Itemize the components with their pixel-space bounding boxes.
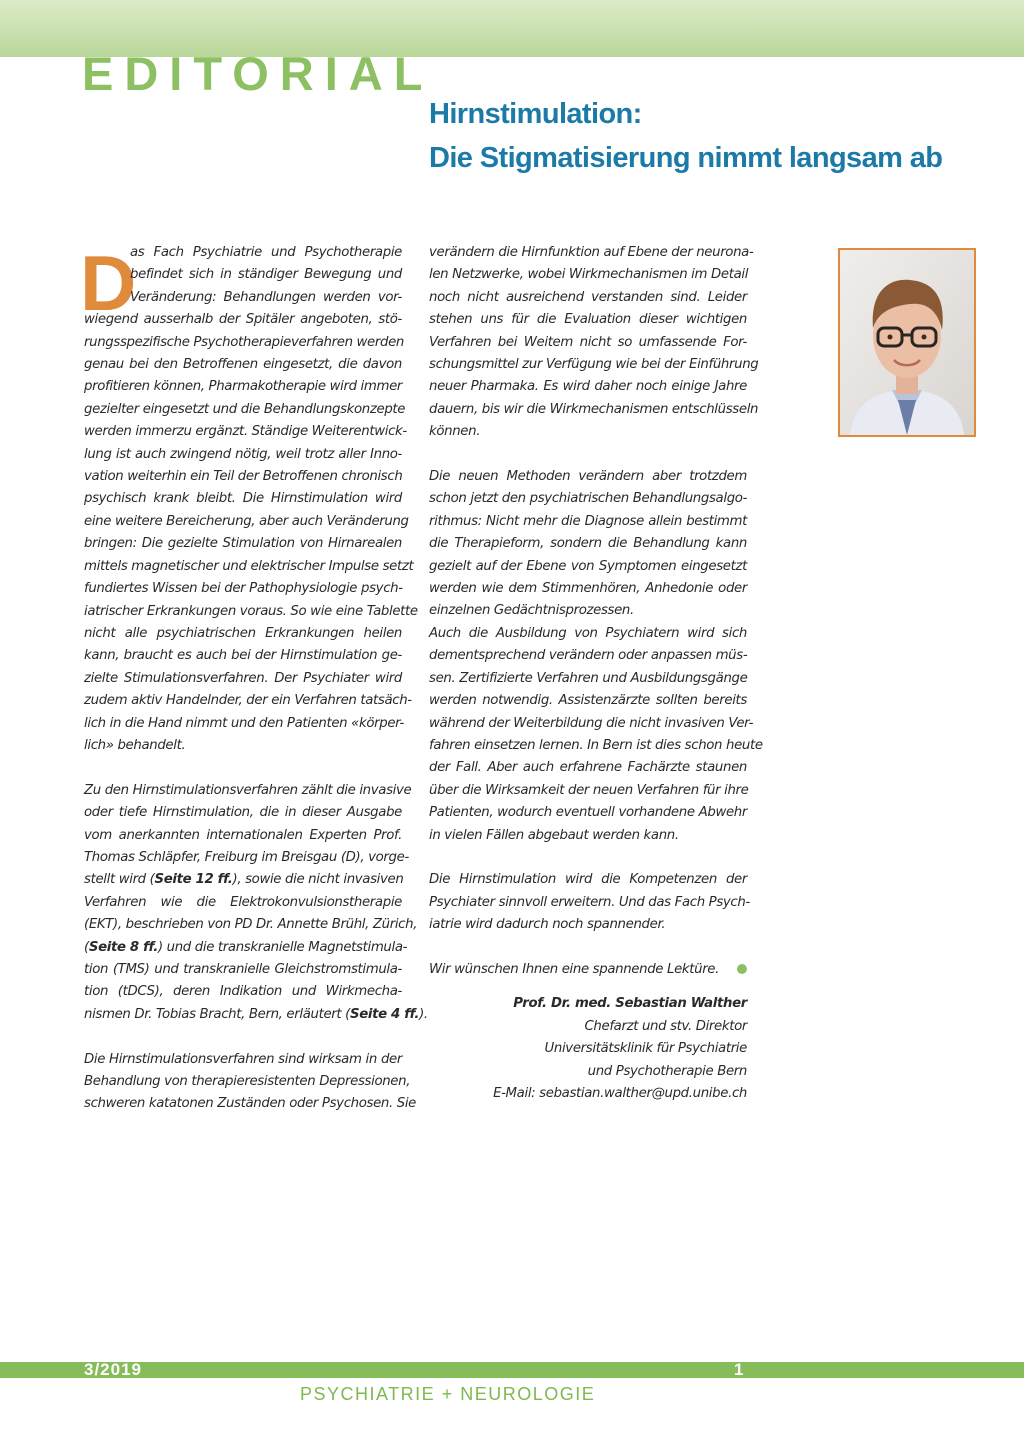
author-name: Prof. Dr. med. Sebastian Walther: [513, 996, 747, 1012]
text-line: vom anerkannten internationalen Experten Prof.: [84, 827, 402, 843]
text-span: stellt wird (: [84, 872, 155, 888]
text-line: [84, 1004, 428, 1026]
text-line: lich in die Hand nimmt und den Patienten «körper-: [84, 715, 404, 731]
text-line: Zu den Hirnstimulationsverfahren zählt die invasive: [84, 782, 412, 798]
headline-line-2: Die Stigmatisierung nimmt langsam ab: [429, 142, 943, 174]
text-line: Patienten, wodurch eventuell vorhandene Abwehr: [429, 805, 747, 821]
text-line: Thomas Schläpfer, Freiburg im Breisgau (D), vorge-: [84, 849, 409, 865]
text-line: Auch die Ausbildung von Psychiatern wird sich: [429, 625, 747, 641]
text-line: können.: [429, 424, 481, 440]
text-line: bringen: Die gezielte Stimulation von Hirnarealen: [84, 536, 402, 552]
text-line: noch nicht ausreichend verstanden sind. Leider: [429, 289, 747, 305]
drop-cap: D: [80, 239, 137, 327]
article-column-middle: [429, 242, 763, 1105]
text-line: neuer Pharmaka. Es wird daher noch einige Jahre: [429, 379, 747, 395]
text-line: (EKT), beschrieben von PD Dr. Annette Brühl, Zürich,: [84, 917, 418, 933]
text-line: lung ist auch zwingend nötig, weil trotz aller Inno-: [84, 446, 402, 462]
author-detail: E-Mail: sebastian.walther@upd.unibe.ch: [493, 1085, 747, 1101]
article-headline: [429, 92, 1009, 180]
page-reference: Seite 12 ff.: [154, 872, 233, 888]
text-line: iatrie wird dadurch noch spannender.: [429, 917, 666, 933]
text-line: rungsspezifische Psychotherapieverfahren werden: [84, 334, 404, 350]
text-line: wiegend ausserhalb der Spitäler angeboten, stö-: [84, 312, 402, 328]
text-line: während der Weiterbildung die nicht invasiven Ver-: [429, 715, 754, 731]
text-span: ).: [419, 1006, 428, 1022]
text-line: Die Hirnstimulation wird die Kompetenzen der: [429, 872, 747, 888]
text-line: werden immerzu ergänzt. Ständige Weiterentwick-: [84, 424, 407, 440]
paragraph-gap: [429, 444, 747, 466]
page-reference: Seite 8 ff.: [88, 939, 158, 955]
text-line: sen. Zertifizierte Verfahren und Ausbildungsgänge: [429, 670, 748, 686]
end-mark-icon: [737, 964, 747, 974]
text-span: nismen Dr. Tobias Bracht, Bern, erläutert (: [84, 1006, 350, 1022]
text-line: Die neuen Methoden verändern aber trotzdem: [429, 469, 747, 485]
article-column-left: [84, 242, 428, 1116]
author-portrait: [838, 248, 976, 437]
text-line: as Fach Psychiatrie und Psychotherapie: [130, 245, 402, 260]
text-line: gezielter eingesetzt und die Behandlungskonzepte: [84, 401, 406, 417]
text-span: (: [84, 939, 89, 955]
text-line: Die Hirnstimulationsverfahren sind wirksam in der: [84, 1051, 402, 1067]
text-line: gezielt auf der Ebene von Symptomen eingesetzt: [429, 558, 747, 574]
portrait-photo: [840, 250, 974, 435]
text-line: werden notwendig. Assistenzärzte sollten bereits: [429, 693, 747, 709]
section-label: EDITORIAL: [82, 47, 434, 100]
text-line: tion (TMS) und transkranielle Gleichstromstimula-: [84, 961, 402, 977]
text-line: tion (tDCS), deren Indikation und Wirkmecha-: [84, 984, 402, 1000]
text-line: kann, braucht es auch bei der Hirnstimulation ge-: [84, 648, 402, 664]
text-line: rithmus: Nicht mehr die Diagnose allein bestimmt: [429, 513, 747, 529]
paragraph-gap: [429, 937, 747, 959]
text-line: iatrischer Erkrankungen voraus. So wie eine Tablette: [84, 603, 418, 619]
text-line: einzelnen Gedächtnisprozessen.: [429, 603, 634, 619]
text-line: zielte Stimulationsverfahren. Der Psychiater wird: [84, 670, 402, 686]
footer-band: [0, 1362, 1024, 1378]
text-line: schweren katatonen Zuständen oder Psychosen. Sie: [84, 1096, 417, 1112]
text-line: befindet sich in ständiger Bewegung und: [130, 267, 402, 283]
issue-number: 3/2019: [84, 1360, 142, 1379]
text-span: ) und die transkranielle Magnetstimula-: [157, 939, 408, 955]
page-number: 1: [734, 1360, 744, 1379]
text-line: in vielen Fällen abgebaut werden kann.: [429, 827, 679, 843]
text-line: Wir wünschen Ihnen eine spannende Lektüre.: [429, 959, 747, 981]
headline-line-1: Hirnstimulation:: [429, 98, 642, 130]
text-line: eine weitere Bereicherung, aber auch Veränderung: [84, 513, 409, 529]
paragraph-gap: [429, 847, 747, 869]
text-line: mittels magnetischer und elektrischer Impulse setzt: [84, 558, 414, 574]
text-line: Verfahren bei Weitem nicht so umfassende For-: [429, 334, 747, 350]
text-line: len Netzwerke, wobei Wirkmechanismen im Detail: [429, 267, 749, 283]
text-line: der Fall. Aber auch erfahrene Fachärzte staunen: [429, 760, 747, 776]
text-line: psychisch krank bleibt. Die Hirnstimulation wird: [84, 491, 402, 507]
text-line: Veränderung: Behandlungen werden vor-: [130, 289, 402, 305]
text-line: oder tiefe Hirnstimulation, die in dieser Ausgabe: [84, 805, 402, 821]
text-line: verändern die Hirnfunktion auf Ebene der neurona-: [429, 245, 754, 260]
text-line: fundiertes Wissen bei der Pathophysiologie psych-: [84, 581, 403, 597]
text-line: Verfahren wie die Elektrokonvulsionstherapie: [84, 894, 402, 910]
text-line: profitieren können, Pharmakotherapie wird immer: [84, 379, 403, 395]
text-line: [84, 869, 402, 891]
text-line: vation weiterhin ein Teil der Betroffenen chronisch: [84, 469, 403, 485]
text-line: [84, 937, 408, 959]
paragraph-gap: [84, 1026, 402, 1048]
paragraph-gap: [84, 757, 402, 779]
text-line: dementsprechend verändern oder anpassen müs-: [429, 648, 748, 664]
text-line: genau bei den Betroffenen eingesetzt, die davon: [84, 357, 402, 373]
text-line: fahren einsetzen lernen. In Bern ist dies schon heute: [429, 737, 763, 753]
text-line: zudem aktiv Handelnder, der ein Verfahren tatsäch-: [84, 693, 412, 709]
text-line: werden wie dem Stimmenhören, Anhedonie oder: [429, 581, 747, 597]
text-line: die Therapieform, sondern die Behandlung kann: [429, 536, 747, 552]
text-line: Behandlung von therapieresistenten Depressionen,: [84, 1074, 411, 1089]
text-line: lich» behandelt.: [84, 737, 186, 753]
page-reference: Seite 4 ff.: [349, 1006, 420, 1022]
text-line: dauern, bis wir die Wirkmechanismen entschlüsseln: [429, 401, 759, 417]
text-line: schungsmittel zur Verfügung wie bei der Einführung: [429, 357, 759, 373]
author-detail: Universitätsklinik für Psychiatrie: [544, 1041, 747, 1057]
text-line: Psychiater sinnvoll erweitern. Und das Fach Psych-: [429, 894, 750, 910]
author-detail: und Psychotherapie Bern: [587, 1063, 747, 1079]
author-detail: Chefarzt und stv. Direktor: [584, 1018, 747, 1034]
text-line: über die Wirksamkeit der neuen Verfahren für ihre: [429, 782, 749, 798]
text-line: stehen uns für die Evaluation dieser wichtigen: [429, 312, 747, 328]
journal-name: PSYCHIATRIE + NEUROLOGIE: [300, 1384, 596, 1404]
text-line: nicht alle psychiatrischen Erkrankungen heilen: [84, 625, 402, 641]
text-span: ), sowie die nicht invasiven: [232, 872, 404, 888]
text-line: schon jetzt den psychiatrischen Behandlungsalgo-: [429, 491, 748, 507]
